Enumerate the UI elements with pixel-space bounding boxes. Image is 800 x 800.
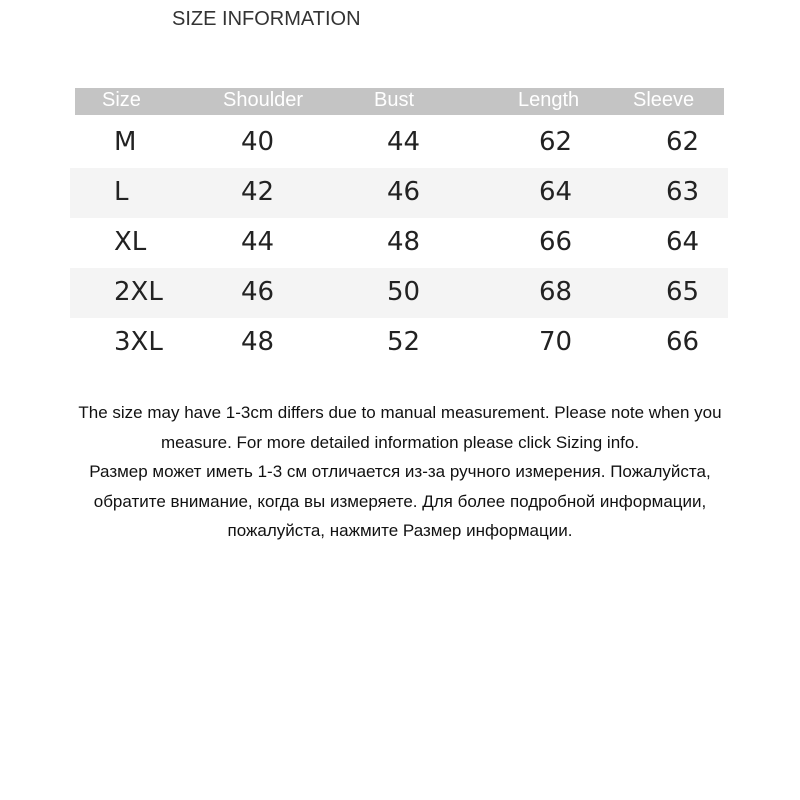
table-row <box>70 118 728 168</box>
cell-sleeve: 62 <box>666 127 700 157</box>
cell-size: 3XL <box>114 327 163 357</box>
header-sleeve: Sleeve <box>633 89 695 111</box>
cell-length: 70 <box>539 327 573 357</box>
cell-size: 2XL <box>114 277 163 307</box>
cell-sleeve: 66 <box>666 327 700 357</box>
cell-shoulder: 48 <box>241 327 275 357</box>
note-line-en-2: measure. For more detailed information please click Sizing info. <box>160 432 640 452</box>
table-row <box>70 218 728 268</box>
cell-shoulder: 46 <box>241 277 275 307</box>
table-row <box>70 168 728 218</box>
cell-sleeve: 64 <box>666 227 700 257</box>
cell-shoulder: 40 <box>241 127 275 157</box>
cell-shoulder: 42 <box>241 177 275 207</box>
note-line-ru-1: Размер может иметь 1-3 см отличается из-за ручного измерения. Пожалуйста, <box>89 462 711 481</box>
cell-bust: 46 <box>387 177 421 207</box>
cell-length: 66 <box>539 227 573 257</box>
header-length: Length <box>518 89 580 111</box>
header-shoulder: Shoulder <box>223 89 304 111</box>
note-line-ru-2: обратите внимание, когда вы измеряете. Для более подробной информации, <box>93 491 707 511</box>
cell-bust: 50 <box>387 277 421 307</box>
table-header <box>75 88 724 115</box>
table-row <box>70 318 728 368</box>
cell-shoulder: 44 <box>241 227 275 257</box>
measurement-notes <box>30 398 770 546</box>
note-line-ru-3: пожалуйста, нажмите Размер информации. <box>227 521 573 540</box>
header-size: Size <box>102 89 141 111</box>
cell-size: XL <box>114 227 147 257</box>
table-row <box>70 268 728 318</box>
cell-length: 64 <box>539 177 573 207</box>
cell-bust: 44 <box>387 127 421 157</box>
page-title: SIZE INFORMATION <box>172 8 361 30</box>
cell-bust: 52 <box>387 327 421 357</box>
cell-sleeve: 63 <box>666 177 700 207</box>
header-bust: Bust <box>374 89 415 111</box>
cell-size: M <box>114 127 137 157</box>
cell-length: 62 <box>539 127 573 157</box>
cell-bust: 48 <box>387 227 421 257</box>
cell-size: L <box>114 177 129 207</box>
cell-length: 68 <box>539 277 573 307</box>
cell-sleeve: 65 <box>666 277 700 307</box>
note-line-en-1: The size may have 1-3cm differs due to manual measurement. Please note when you <box>78 403 722 422</box>
